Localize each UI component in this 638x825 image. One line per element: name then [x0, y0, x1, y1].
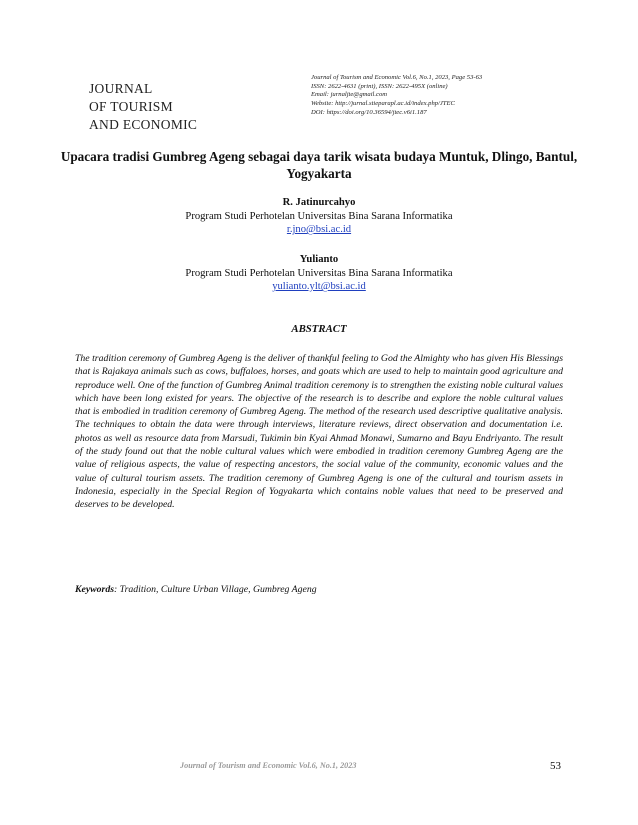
journal-name-line: JOURNAL [89, 81, 153, 96]
author-email-link[interactable]: yulianto.ylt@bsi.ac.id [272, 281, 366, 293]
author-name: R. Jatinurcahyo [282, 197, 356, 208]
journal-name-line: AND ECONOMIC [89, 117, 198, 132]
keywords [75, 583, 563, 596]
meta-issn: ISSN: 2622-4631 (print), ISSN: 2622-495X (online) [311, 82, 448, 90]
journal-name-line: OF TOURISM [89, 99, 173, 114]
author-block [60, 196, 578, 237]
keywords-label: Keywords [75, 584, 114, 595]
journal-name [89, 80, 197, 134]
abstract-body: The tradition ceremony of Gumbreg Ageng is the deliver of thankful feeling to God the Almighty who has given His Blessings that is Rajakaya animals such as cows, buffaloes, horses, and goats which are used to help to maintain good agriculture and reproduce well. One of the function of Gumbreg Animal tradition ceremony is to strengthen the existing noble cultural values which have been long existed for years. The objective of the research is to describe and explore the noble cultural values that is embodied in tradition ceremony of Gumbreg Ageng. The method of the research used descriptive qualitative analysis. The techniques to obtain the data were through interviews, literature reviews, direct observation and documentation i.e. photos as well as resource data from Marsudi, Tukimin bin Kyai Ahmad Monawi, Sumarno and Bayu Endriyanto. The result of the study found out that the noble cultural values which were embodied in tradition ceremony Gumbreg Ageng are the value of religious aspects, the value of respecting ancestors, the social value of the community, economic values and the value of cultural tourism assets. The tradition ceremony of Gumbreg Ageng is one of the cultural and tourism assets in Indonesia, especially in the Special Region of Yogyakarta which contains noble values that need to be preserved and deserves to be developed. [75, 353, 563, 511]
author-name: Yulianto [299, 254, 339, 265]
author-block [60, 253, 578, 294]
keywords-text: : Tradition, Culture Urban Village, Gumbreg Ageng [114, 584, 317, 595]
meta-citation: Journal of Tourism and Economic Vol.6, No.1, 2023, Page 53-63 [311, 74, 483, 81]
page-number: 53 [550, 760, 561, 772]
paper-title: Upacara tradisi Gumbreg Ageng sebagai daya tarik wisata budaya Muntuk, Dlingo, Bantul, Yogyakarta [60, 149, 578, 181]
meta-doi[interactable]: DOI: https://doi.org/10.36594/jtec.v6i1.187 [311, 108, 427, 116]
author-affiliation: Program Studi Perhotelan Universitas Bina Sarana Informatika [185, 210, 453, 222]
meta-website[interactable]: Website: http://jurnal.stieparapl.ac.id/index.php/JTEC [311, 100, 455, 108]
abstract-heading: ABSTRACT [291, 323, 347, 335]
author-email-link[interactable]: r.jno@bsi.ac.id [286, 224, 352, 236]
footer-journal-ref: Journal of Tourism and Economic Vol.6, No.1, 2023 [180, 761, 357, 770]
journal-meta [311, 74, 611, 118]
author-affiliation: Program Studi Perhotelan Universitas Bina Sarana Informatika [185, 267, 453, 279]
meta-email[interactable]: Email: jurnaljte@gmail.com [311, 91, 388, 99]
